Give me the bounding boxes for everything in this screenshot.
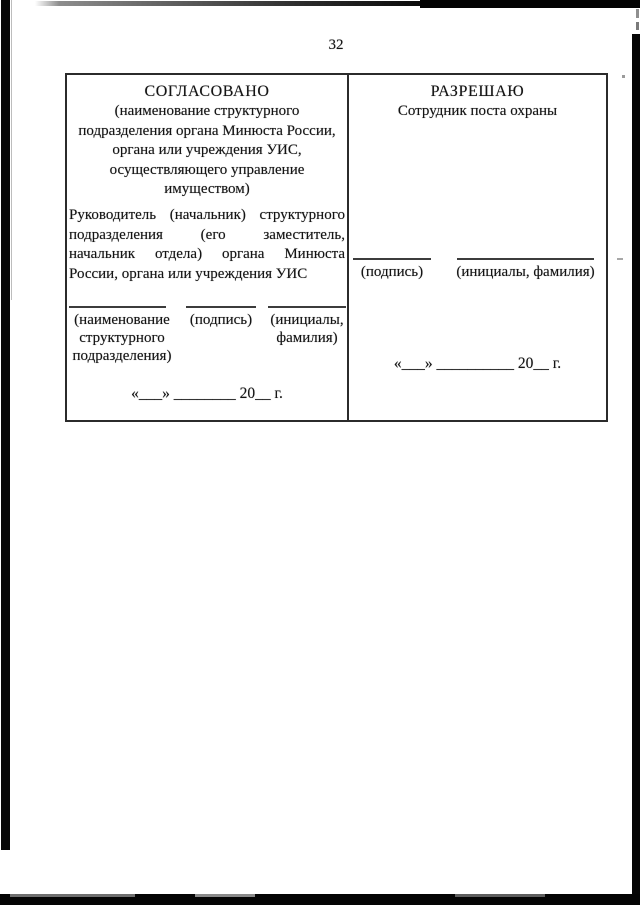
scan-edge-bottom-patch <box>195 894 255 897</box>
permit-date-placeholder: «___» __________ 20__ г. <box>393 355 562 372</box>
signature-label: (инициалы, фамилия) <box>456 264 595 280</box>
signature-field-signature <box>353 258 431 281</box>
signature-label: (наименование структурного подразделения) <box>72 312 172 364</box>
scan-edge-bottom-patch <box>455 894 545 897</box>
signature-field-signature <box>186 306 256 365</box>
permit-column <box>349 75 606 420</box>
scan-edge-left <box>1 0 10 850</box>
scan-edge-right <box>632 34 640 905</box>
scan-edge-left-thin <box>11 0 12 300</box>
approval-form-table <box>65 73 608 422</box>
permit-heading: РАЗРЕШАЮ <box>430 83 525 100</box>
scan-speck <box>617 258 623 260</box>
page-number: 32 <box>328 37 344 53</box>
signature-label: (подпись) <box>360 264 424 280</box>
agreed-org-description: (наименование структурного подразделения органа Минюста России, органа или учреждения УИС, осуществляющего управление имуществом) <box>78 103 336 197</box>
agreed-signature-row <box>69 306 346 365</box>
signature-line <box>268 306 346 308</box>
agreed-heading: СОГЛАСОВАНО <box>144 83 270 100</box>
signature-line <box>186 306 256 308</box>
agreed-date-placeholder: «___» ________ 20__ г. <box>131 385 283 402</box>
signature-field-unit <box>69 306 175 365</box>
signature-line <box>69 306 166 308</box>
signature-label: (инициалы, фамилия) <box>270 312 344 346</box>
scan-edge-top-right <box>420 0 640 8</box>
signature-line <box>457 258 594 260</box>
scan-edge-right-dash <box>636 22 639 30</box>
permit-signature-row <box>351 258 598 281</box>
agreed-signer-role: Руководитель (начальник) структурного подразделения (его заместитель, начальник отдела) органа Минюста России, органа или учреждения УИС <box>69 207 345 282</box>
signature-field-name <box>453 258 598 281</box>
signature-line <box>353 258 431 260</box>
signature-field-name <box>268 306 346 365</box>
permit-signer-role: Сотрудник поста охраны <box>397 103 558 119</box>
scan-edge-right-dash <box>636 9 639 18</box>
scan-edge-bottom-patch <box>10 894 135 897</box>
agreed-column <box>67 75 349 420</box>
signature-label: (подпись) <box>189 312 253 328</box>
scan-speck <box>622 75 625 78</box>
